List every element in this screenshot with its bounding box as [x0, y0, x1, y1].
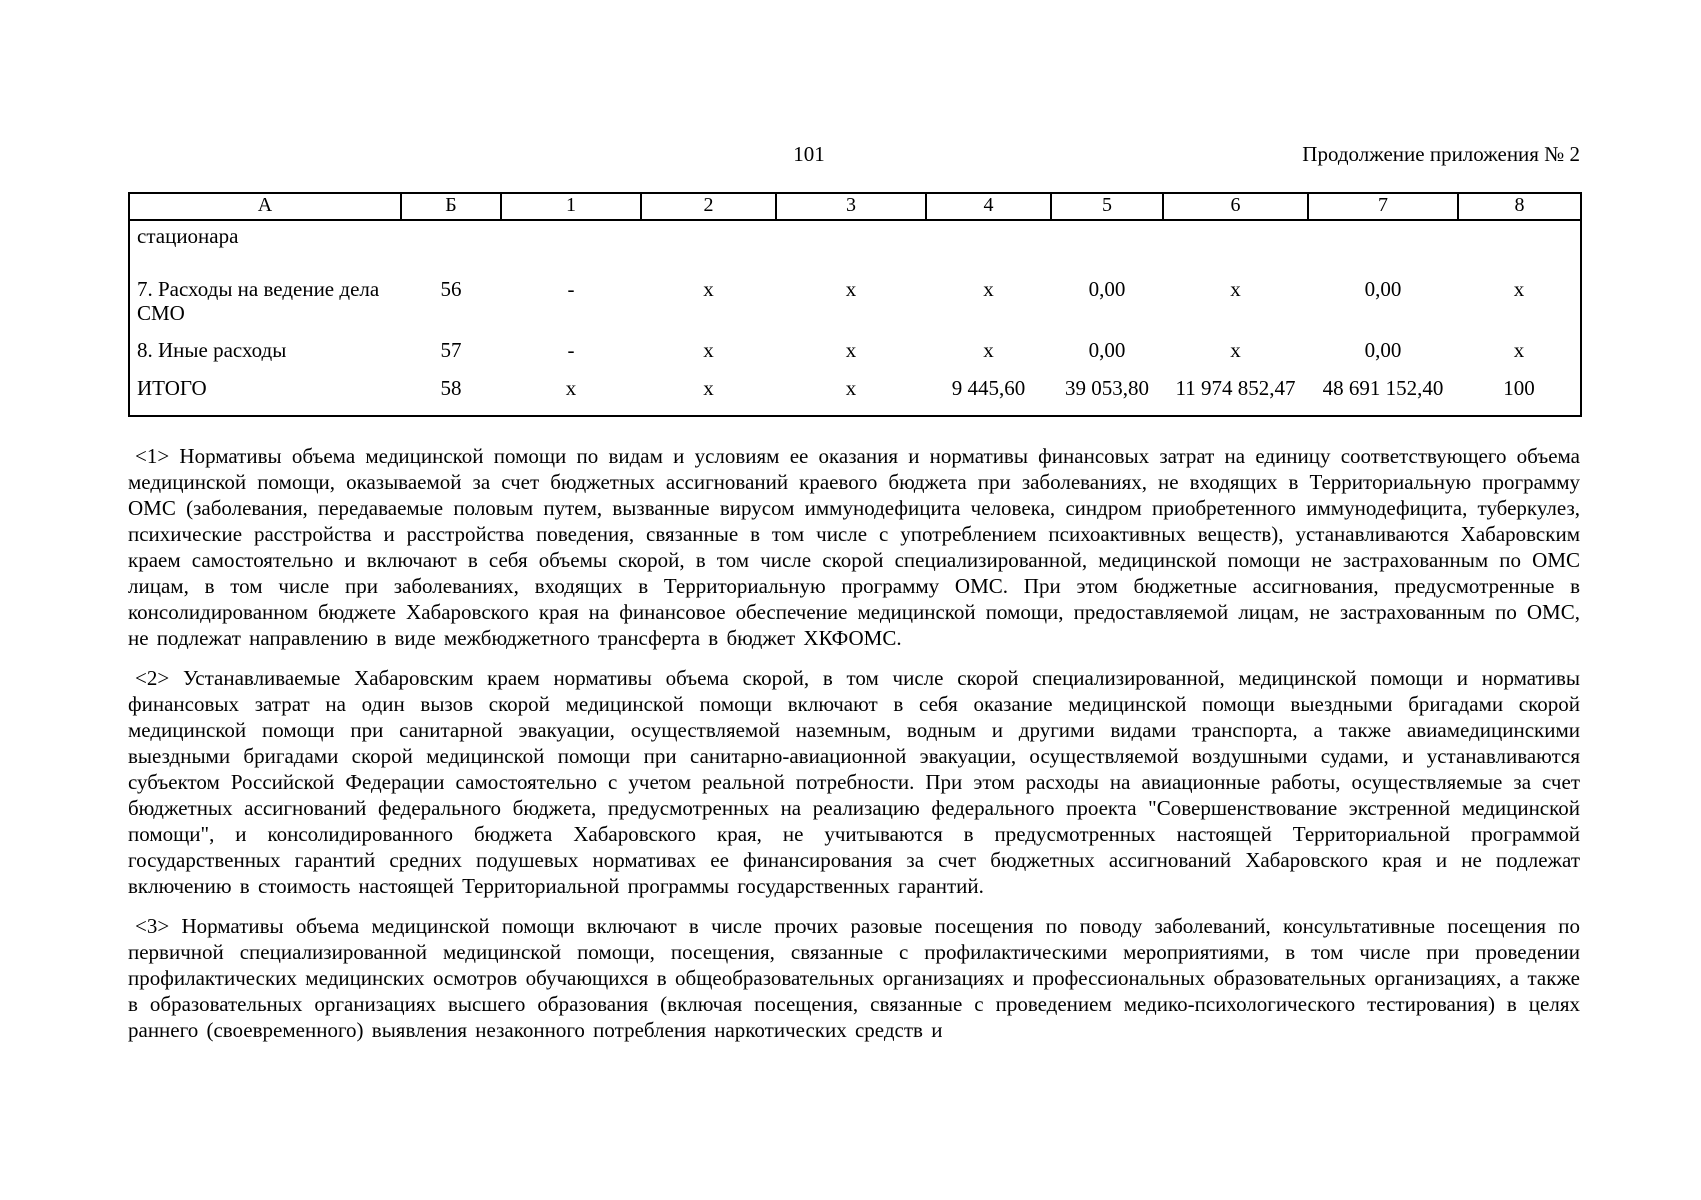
cell: х — [1230, 338, 1241, 362]
cell: 0,00 — [1088, 277, 1126, 301]
cell: 100 — [1503, 376, 1535, 400]
column-header: 7 — [1308, 193, 1458, 220]
column-header: 8 — [1458, 193, 1581, 220]
cell: х — [983, 277, 994, 301]
cell: х — [703, 376, 714, 400]
row-label: 8. Иные расходы — [137, 338, 287, 362]
table-row-total — [129, 367, 1581, 416]
cell: 0,00 — [1364, 338, 1402, 362]
cell: х — [703, 277, 714, 301]
page-header — [128, 142, 1580, 170]
footnote-2: <2> Устанавливаемые Хабаровским краем нормативы объема скорой, в том числе скорой специализированной, медицинской помощи и нормативы финансовых затрат на один вызов скорой медицинской помощи включают в себя оказание медицинской помощи выездными бригадами скорой медицинской помощи при санитарной эвакуации, осуществляемой наземным, водным и другими видами транспорта, а также авиамедицинскими выездными бригадами скорой медицинской помощи при санитарно-авиационной эвакуации, осуществляемой воздушными судами, и устанавливаются субъектом Российской Федерации самостоятельно с учетом реальной потребности. При этом расходы на авиационные работы, осуществляемые за счет бюджетных ассигнований федерального бюджета, предусмотренных на реализацию федерального проекта "Совершенствование экстренной медицинской помощи", и консолидированного бюджета Хабаровского края, не учитываются в предусмотренных настоящей Территориальной программой государственных гарантий средних подушевых нормативах ее финансирования за счет бюджетных ассигнований Хабаровского края и не подлежат включению в стоимость настоящей Территориальной программы государственных гарантий. — [128, 666, 1580, 898]
cell: х — [1513, 277, 1525, 301]
cell: - — [567, 277, 575, 301]
cell: х — [703, 338, 714, 362]
appendix-table — [128, 192, 1582, 417]
footnotes-section — [128, 443, 1580, 1043]
column-header: Б — [401, 193, 501, 220]
cell: 11 974 852,47 — [1175, 376, 1296, 400]
cell: 58 — [440, 376, 462, 400]
table-header-row — [129, 193, 1581, 220]
carryover-text: стационара — [137, 224, 239, 248]
cell: х — [565, 376, 577, 400]
cell: 0,00 — [1088, 338, 1126, 362]
cell: 56 — [440, 277, 462, 301]
column-header: 2 — [641, 193, 776, 220]
column-header: А — [129, 193, 401, 220]
cell: 39 053,80 — [1065, 376, 1149, 400]
column-header: 3 — [776, 193, 926, 220]
footnote-1: <1> Нормативы объема медицинской помощи по видам и условиям ее оказания и нормативы финансовых затрат на единицу соответствующего объема медицинской помощи, оказываемой за счет бюджетных ассигнований краевого бюджета при заболеваниях, не входящих в Территориальную программу ОМС (заболевания, передаваемые половым путем, вызванные вирусом иммунодефицита человека, синдром приобретенного иммунодефицита, туберкулез, психические расстройства и расстройства поведения, связанные в том числе с употреблением психоактивных веществ), устанавливаются Хабаровским краем самостоятельно и включают в себя объемы скорой, в том числе скорой специализированной, медицинской помощи не застрахованным по ОМС лицам, в том числе при заболеваниях, входящих в Территориальную программу ОМС. При этом бюджетные ассигнования, предусмотренные в консолидированном бюджете Хабаровского края на финансовое обеспечение медицинской помощи, предоставляемой лицам, не застрахованным по ОМС, не подлежат направлению в виде межбюджетного трансферта в бюджет ХКФОМС. — [128, 444, 1580, 650]
table-row — [129, 329, 1581, 367]
cell: х — [845, 376, 857, 400]
cell: х — [1230, 277, 1241, 301]
cell: х — [845, 338, 857, 362]
table-row — [129, 268, 1581, 329]
page-number: 101 — [793, 142, 825, 166]
cell: 57 — [440, 338, 462, 362]
column-header: 6 — [1163, 193, 1308, 220]
cell: х — [983, 338, 994, 362]
cell: 0,00 — [1364, 277, 1402, 301]
row-label: ИТОГО — [137, 376, 207, 400]
cell: х — [845, 277, 857, 301]
carryover-row — [129, 220, 1581, 268]
cell: 9 445,60 — [951, 376, 1026, 400]
cell: х — [1513, 338, 1525, 362]
column-header: 1 — [501, 193, 641, 220]
row-label: 7. Расходы на ведение дела СМО — [137, 277, 380, 325]
footnote-3: <3> Нормативы объема медицинской помощи включают в числе прочих разовые посещения по поводу заболеваний, консультативные посещения по первичной специализированной медицинской помощи, посещения, связанные с профилактическими мероприятиями, в том числе при проведении профилактических медицинских осмотров обучающихся в общеобразовательных организациях и профессиональных образовательных организациях, а также в образовательных организациях высшего образования (включая посещения, связанные с проведением медико-психологического тестирования) в целях раннего (своевременного) выявления незаконного потребления наркотических средств и — [128, 914, 1580, 1042]
column-header: 5 — [1051, 193, 1163, 220]
cell: 48 691 152,40 — [1322, 376, 1444, 400]
cell: - — [567, 338, 575, 362]
column-header: 4 — [926, 193, 1051, 220]
continuation-note: Продолжение приложения № 2 — [1302, 142, 1580, 166]
